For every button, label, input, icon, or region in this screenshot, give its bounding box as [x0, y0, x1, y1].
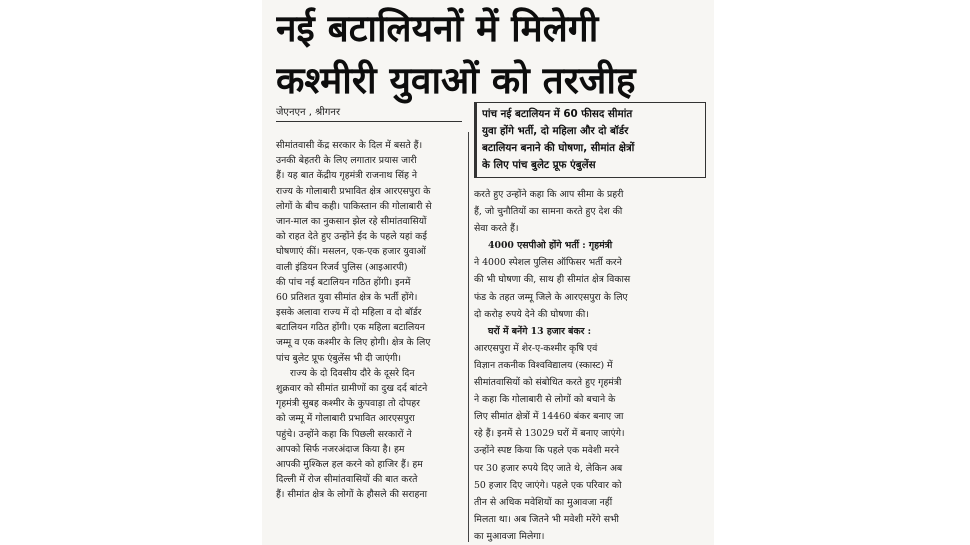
subheading-bunkers: घरों में बनेंगे 13 हजार बंकर :	[488, 325, 592, 337]
body-line: पहुंचे। उन्होंने कहा कि पिछली सरकारों ने	[276, 428, 412, 440]
body-line: लोगों के बीच कही। पाकिस्तान की गोलाबारी से	[276, 200, 432, 212]
newspaper-clipping	[262, 0, 714, 545]
body-line: फंड के तहत जम्मू जिले के आरएसपुरा के लिए	[474, 291, 628, 303]
column-divider	[468, 132, 469, 542]
highlight-line: बटालियन बनाने की घोषणा, सीमांत क्षेत्रों	[482, 142, 635, 154]
body-line: ने 4000 स्पेशल पुलिस ऑफिसर भर्ती करने	[474, 257, 622, 269]
body-line: पांच बुलेट प्रूफ एंबुलेंस भी दी जाएंगी।	[276, 352, 402, 364]
body-line: बटालियन गठित होंगी। एक महिला बटालियन	[276, 322, 425, 334]
body-line: सीमांतवासियों को संबोधित करते हुए गृहमंत्री	[474, 377, 622, 389]
body-line: दो करोड़ रुपये देने की घोषणा की।	[474, 308, 589, 320]
body-line: जम्मू व एक कश्मीर के लिए होगी। क्षेत्र के लिए	[276, 337, 431, 349]
body-line: तीन से अधिक मवेशियों का मुआवजा नहीं	[474, 496, 613, 508]
body-line: को राहत देते हुए उन्होंने ईद के पहले यहां कई	[276, 231, 427, 243]
body-line: 50 हजार दिए जाएंगे। पहले एक परिवार को	[474, 479, 622, 491]
headline-line-2: कश्मीरी युवाओं को तरजीह	[276, 59, 636, 102]
subheading-spo: 4000 एसपीओ होंगे भर्ती : गृहमंत्री	[488, 240, 613, 252]
highlight-line: युवा होंगे भर्ती, दो महिला और दो बॉर्डर	[482, 125, 629, 137]
body-line: आपकी मुश्किल हल करने को हाजिर हैं। हम	[276, 458, 423, 470]
body-line: पर 30 हजार रुपये दिए जाते थे, लेकिन अब	[474, 462, 623, 474]
column-1	[276, 138, 462, 503]
body-line: हैं। यह बात केंद्रीय गृहमंत्री राजनाथ सिंह ने	[276, 170, 418, 182]
body-line: हैं, जो चुनौतियों का सामना करते हुए देश की	[474, 206, 623, 218]
body-line: विज्ञान तकनीक विश्वविद्यालय (स्कास्ट) में	[474, 359, 613, 371]
byline: जेएनएन , श्रीगनर	[276, 107, 341, 118]
body-line: का मुआवजा मिलेगा।	[474, 530, 545, 542]
body-line: की भी घोषणा की, साथ ही सीमांत क्षेत्र विकास	[474, 274, 631, 286]
body-line: दिल्ली में रोज सीमांतवासियों की बात करते	[276, 474, 418, 486]
body-line: आरएसपुरा में शेर-ए-कश्मीर कृषि एवं	[474, 342, 598, 354]
body-line: करते हुए उन्होंने कहा कि आप सीमा के प्रहरी	[474, 189, 624, 200]
body-line: सेवा करते हैं।	[474, 223, 519, 235]
body-line: उन्होंने स्पष्ट किया कि पहले एक मवेशी मरने	[474, 445, 620, 457]
body-line: आपको सिर्फ नजरअंदाज किया है। हम	[276, 443, 405, 455]
body-line: की पांच नई बटालियन गठित होंगी। इनमें	[276, 276, 411, 288]
body-line: लिए सीमांत क्षेत्रों में 14460 बंकर बनाए जा	[474, 411, 624, 423]
highlight-line: के लिए पांच बुलेट प्रूफ एंबुलेंस	[482, 159, 596, 171]
headline-line-1: नई बटालियनों में मिलेगी	[276, 7, 599, 50]
body-line: शुक्रवार को सीमांत ग्रामीणों का दुख दर्द बांटने	[276, 383, 428, 394]
body-line: 60 प्रतिशत युवा सीमांत क्षेत्र के भर्ती होंगे।	[276, 291, 418, 303]
body-line: हैं। सीमांत क्षेत्र के लोगों के हौसले की सराहना	[276, 489, 427, 501]
byline-rule	[276, 121, 462, 122]
highlight-line: पांच नई बटालियन में 60 फीसद सीमांत	[482, 108, 633, 120]
body-line: राज्य के दो दिवसीय दौरे के दूसरे दिन	[290, 367, 415, 379]
body-line: मिलता था। अब जितने भी मवेशी मरेंगे सभी	[474, 513, 619, 525]
body-line: उनकी बेहतरी के लिए लगातार प्रयास जारी	[276, 155, 417, 167]
body-line: जान-माल का नुकसान झेल रहे सीमांतवासियों	[276, 215, 427, 227]
body-line: रहे हैं। इनमें से 13029 घरों में बनाए जाएंगे।	[474, 428, 625, 440]
body-line: सीमांतवासी केंद्र सरकार के दिल में बसते हैं।	[276, 140, 423, 151]
body-line: राज्य के गोलाबारी प्रभावित क्षेत्र आरएसपुरा के	[276, 185, 431, 197]
body-line: घोषणाएं कीं। मसलन, एक-एक हजार युवाओं	[276, 246, 426, 258]
highlight-box	[474, 102, 706, 178]
body-line: गृहमंत्री सुबह कश्मीर के कुपवाड़ा तो दोपहर	[276, 398, 420, 410]
body-line: ने कहा कि गोलाबारी से लोगों को बचाने के	[474, 394, 616, 406]
column-2	[474, 186, 706, 545]
body-line: इसके अलावा राज्य में दो महिला व दो बॉर्डर	[276, 307, 422, 319]
body-line: वाली इंडियन रिजर्व पुलिस (आइआरपी)	[276, 261, 408, 273]
body-line: को जम्मू में गोलाबारी प्रभावित आरएसपुरा	[276, 413, 415, 425]
